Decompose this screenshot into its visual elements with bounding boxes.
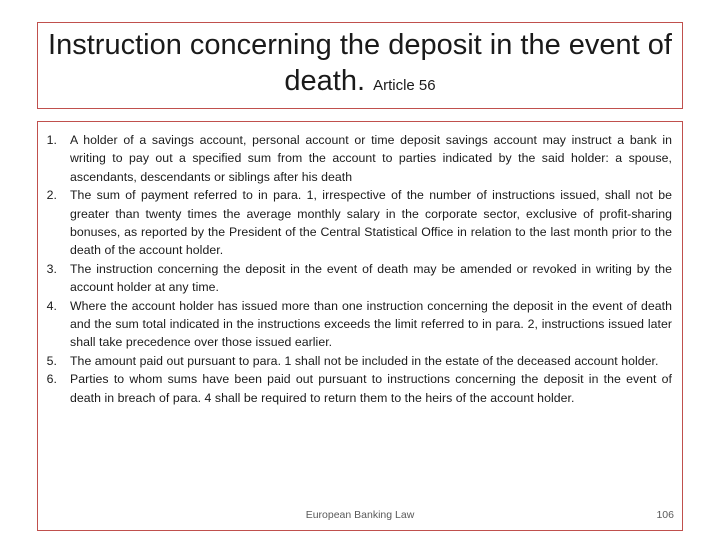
article-list bbox=[38, 131, 682, 407]
item-number: 1. bbox=[46, 133, 57, 147]
list-item bbox=[38, 260, 682, 297]
list-item bbox=[38, 297, 682, 352]
list-item bbox=[38, 352, 682, 370]
footer-text: European Banking Law bbox=[305, 509, 415, 521]
item-number: 6. bbox=[46, 372, 57, 387]
item-text: Parties to whom sums have been paid out pursuant to instructions concerning the deposit in the event of death in breach of para. 4 shall be required to return them to the heirs of the account holder. bbox=[70, 372, 672, 405]
item-number: 2. bbox=[46, 188, 57, 203]
content-box bbox=[37, 121, 683, 531]
slide-title-article: Article 56 bbox=[373, 77, 436, 94]
item-text: The instruction concerning the deposit in the event of death may be amended or revoked in writing by the account holder at any time. bbox=[70, 261, 672, 295]
title-box bbox=[37, 22, 683, 109]
page-number: 106 bbox=[656, 509, 674, 521]
item-text: A holder of a savings account, personal account or time deposit savings account may instruct a bank in writing to pay out a specified sum from the account to parties indicated by the said holder: a spouse, ascendants, descendants or siblings after his death bbox=[70, 133, 672, 184]
item-text: The sum of payment referred to in para. 1, irrespective of the number of instructions issued, shall not be greater than twenty times the average monthly salary in the corporate sector, exclusive of profit-sharing bonuses, as reported by the President of the Central Statistical Office in relation to the last month prior to the death of the account holder. bbox=[70, 188, 672, 258]
slide-title-main: Instruction concerning the deposit in the event of death. bbox=[48, 29, 672, 97]
item-text: Where the account holder has issued more than one instruction concerning the deposit in the event of death and the sum total indicated in the instructions exceeds the limit referred to in para. 2, instructions issued later shall take precedence over those issued earlier. bbox=[70, 298, 672, 350]
list-item bbox=[38, 131, 682, 186]
item-number: 5. bbox=[46, 353, 57, 368]
item-text: The amount paid out pursuant to para. 1 shall not be included in the estate of the deceased account holder. bbox=[70, 353, 659, 368]
list-item bbox=[38, 370, 682, 407]
list-item bbox=[38, 186, 682, 260]
slide-title bbox=[38, 27, 682, 104]
item-number: 4. bbox=[46, 298, 57, 313]
item-number: 3. bbox=[46, 261, 57, 276]
